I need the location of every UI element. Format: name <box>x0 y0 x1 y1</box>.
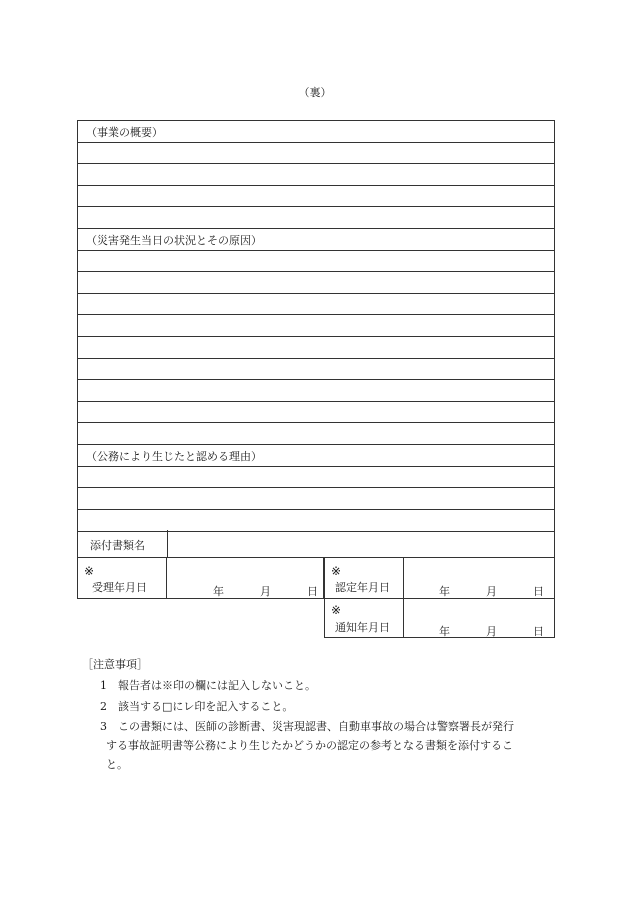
year-unit: 年 <box>439 585 450 598</box>
note-number: 1 <box>100 679 107 692</box>
disaster-situation-line[interactable] <box>78 337 554 359</box>
day-unit: 日 <box>533 625 544 638</box>
disaster-situation-line[interactable] <box>78 294 554 316</box>
day-unit: 日 <box>533 585 544 598</box>
note-text: 該当する□にレ印を記入すること。 <box>118 700 294 713</box>
receipt-date-label: 受理年月日 <box>92 581 147 594</box>
recognition-date-field[interactable] <box>404 558 554 598</box>
year-unit: 年 <box>439 625 450 638</box>
reason-line[interactable] <box>78 488 554 510</box>
notes-title: ［注意事項］ <box>82 658 148 671</box>
reason-label: （公務により生じたと認める理由） <box>86 449 262 463</box>
note-text: 報告者は※印の欄には記入しないこと。 <box>118 679 316 692</box>
disaster-situation-line[interactable] <box>78 423 554 445</box>
year-unit: 年 <box>213 585 224 598</box>
business-overview-label: （事業の概要） <box>86 126 163 139</box>
disaster-situation-line[interactable] <box>78 380 554 402</box>
recognition-date-box <box>324 558 555 599</box>
disaster-situation-line[interactable] <box>78 359 554 381</box>
note-text: この書類には、医師の診断書、災害現認書、自動車事故の場合は警察署長が発行 <box>118 720 514 733</box>
receipt-date-field[interactable] <box>167 558 323 598</box>
report-form-table <box>77 120 555 532</box>
attachments-field[interactable] <box>168 530 554 557</box>
page-title: （裏） <box>298 86 332 99</box>
notification-date-label: 通知年月日 <box>335 621 390 634</box>
attachments-row <box>77 530 555 558</box>
official-use-mark: ※ <box>331 603 342 617</box>
disaster-situation-label: （災害発生当日の状況とその原因） <box>86 233 262 247</box>
note-text: する事故証明書等公務により生じたかどうかの認定の参考となる書類を添付するこ <box>106 739 513 752</box>
disaster-situation-header-row[interactable] <box>78 229 554 251</box>
day-unit: 日 <box>307 585 318 598</box>
disaster-situation-line[interactable] <box>78 402 554 424</box>
note-item <box>100 697 570 717</box>
disaster-situation-line[interactable] <box>78 315 554 337</box>
month-unit: 月 <box>260 585 271 598</box>
note-continuation <box>100 755 570 775</box>
note-number: 3 <box>100 720 107 733</box>
note-item <box>100 676 570 696</box>
notification-date-field[interactable] <box>404 599 554 637</box>
attachments-label: 添付書類名 <box>90 539 145 552</box>
notification-date-box <box>324 599 555 638</box>
recognition-date-label: 認定年月日 <box>335 581 390 594</box>
receipt-date-box <box>77 558 324 599</box>
note-text: と。 <box>106 758 128 771</box>
business-overview-header-row[interactable] <box>78 121 554 143</box>
business-overview-line[interactable] <box>78 143 554 165</box>
business-overview-line[interactable] <box>78 164 554 186</box>
reason-line[interactable] <box>78 510 554 532</box>
reason-header-row[interactable] <box>78 445 554 467</box>
disaster-situation-line[interactable] <box>78 272 554 294</box>
month-unit: 月 <box>486 585 497 598</box>
business-overview-line[interactable] <box>78 186 554 208</box>
month-unit: 月 <box>486 625 497 638</box>
business-overview-line[interactable] <box>78 207 554 229</box>
reason-line[interactable] <box>78 467 554 489</box>
disaster-situation-line[interactable] <box>78 251 554 273</box>
official-use-mark: ※ <box>331 564 342 578</box>
official-use-mark: ※ <box>84 564 95 578</box>
note-continuation <box>100 736 570 756</box>
note-number: 2 <box>100 700 107 713</box>
note-item <box>100 717 570 737</box>
